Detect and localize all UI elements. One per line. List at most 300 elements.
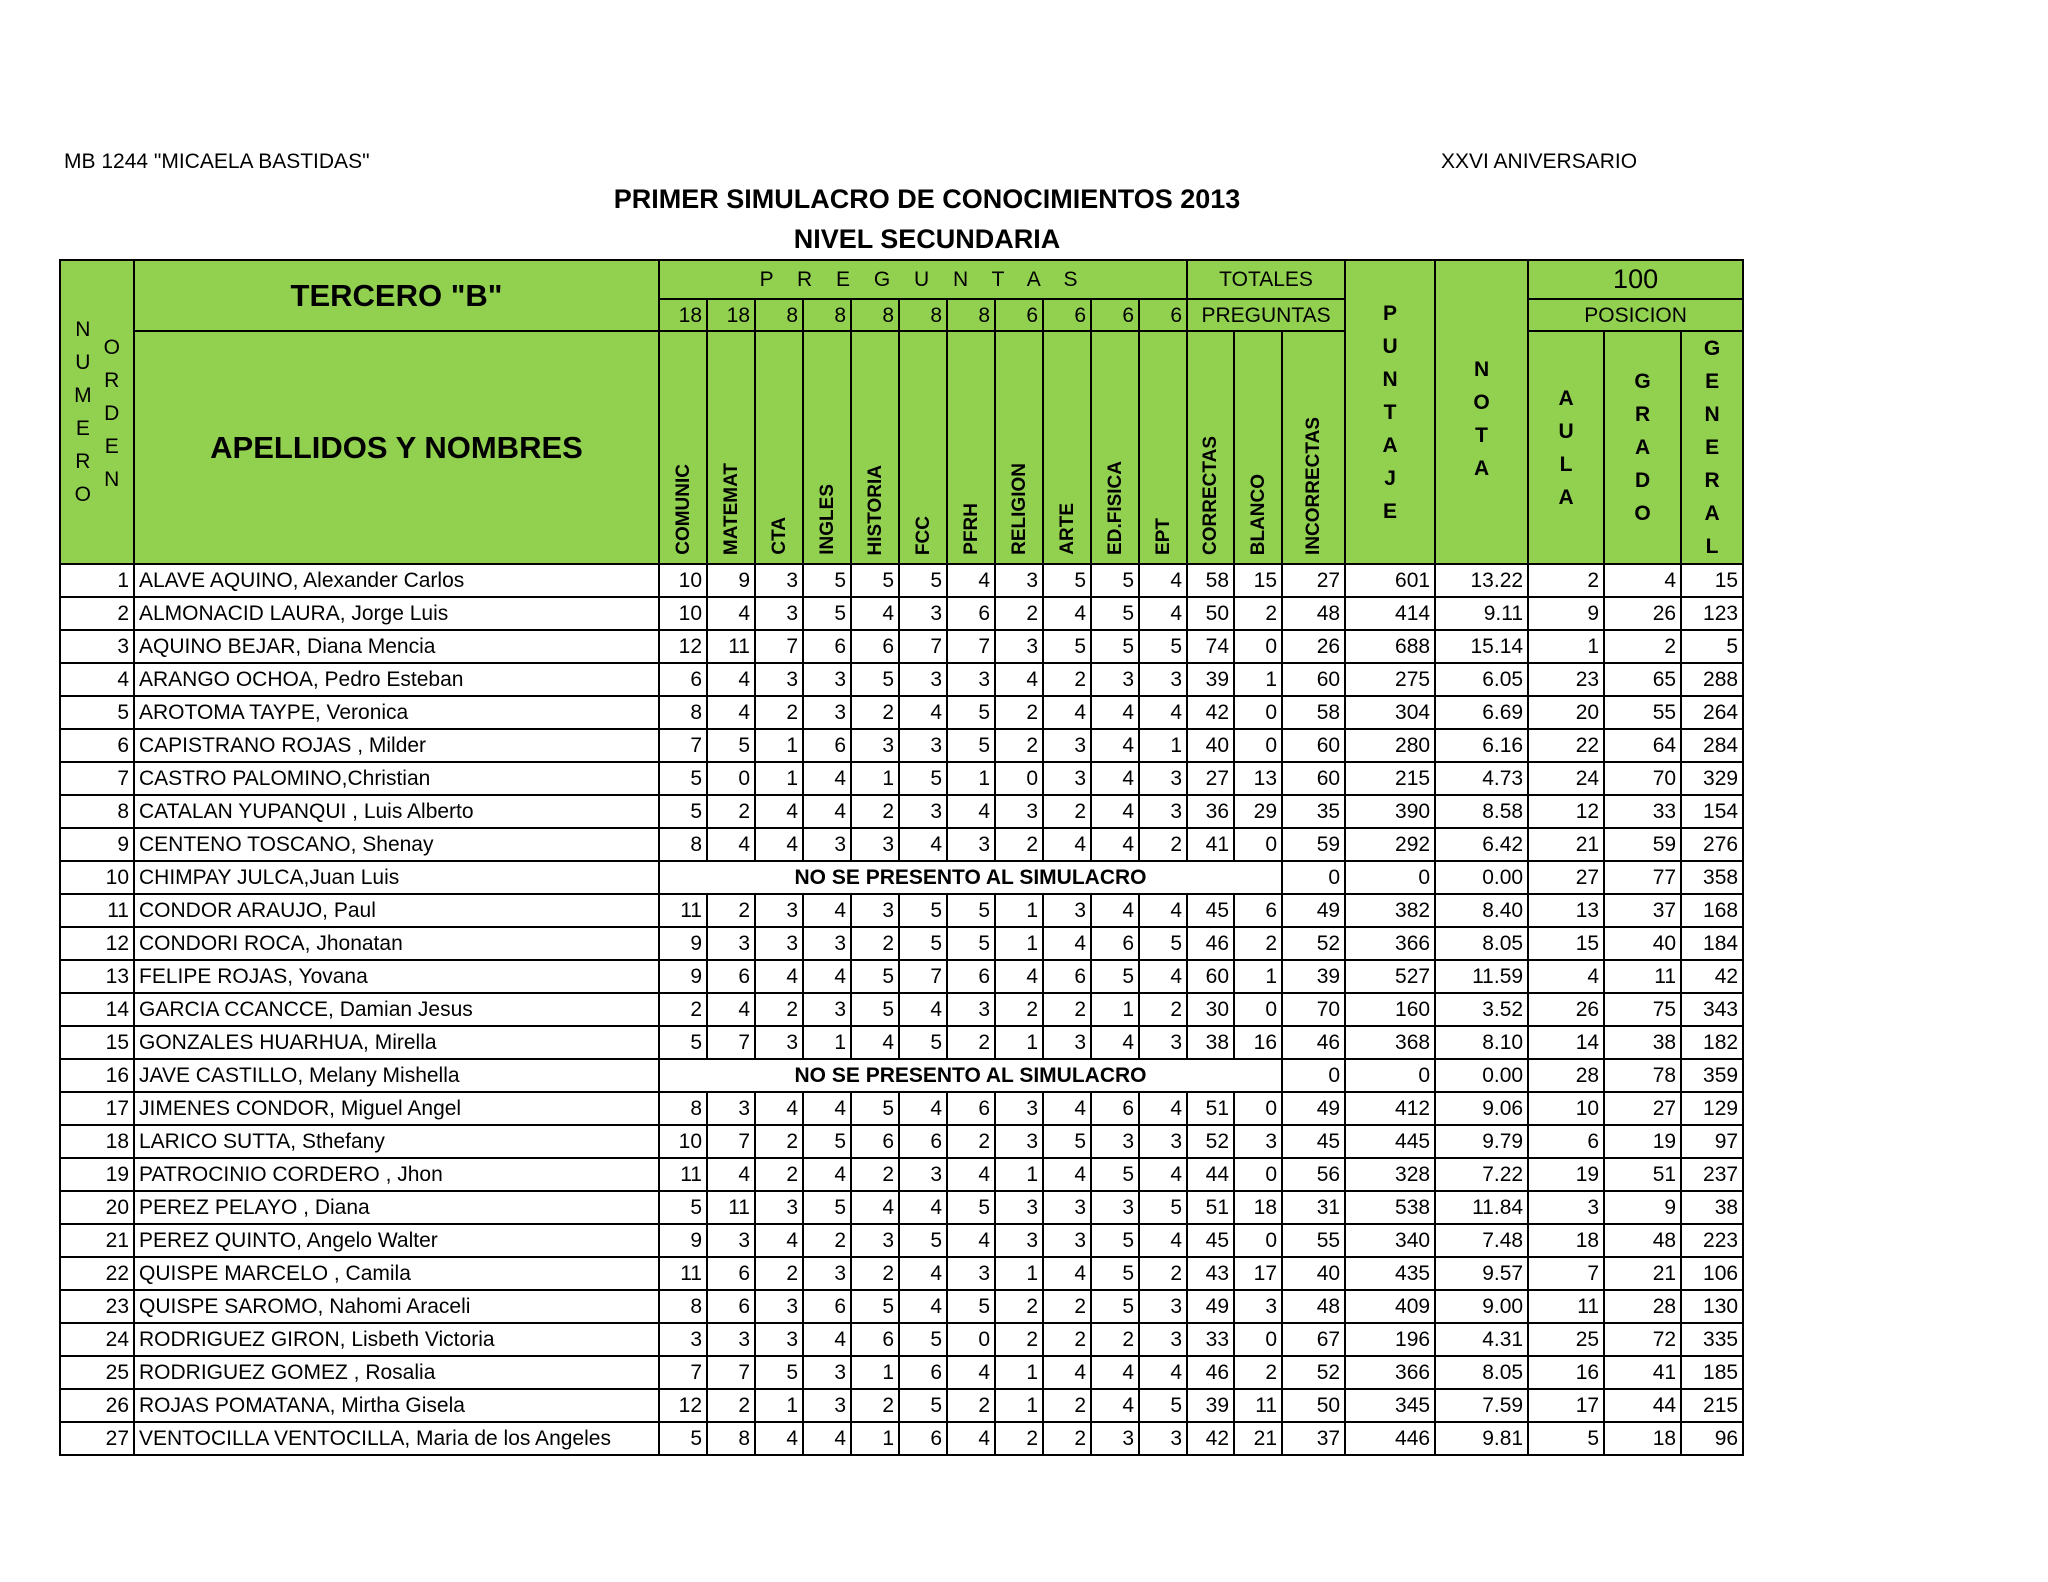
subject-score: 3 [1091, 663, 1139, 696]
subject-score: 5 [947, 729, 995, 762]
subject-score: 3 [851, 729, 899, 762]
subject-score: 5 [1139, 630, 1187, 663]
nota-value: 6.69 [1435, 696, 1528, 729]
subject-score: 5 [1139, 1191, 1187, 1224]
correct-count: 33 [1187, 1323, 1234, 1356]
puntaje-value: 340 [1345, 1224, 1435, 1257]
subject-score: 4 [755, 960, 803, 993]
incorrect-count: 60 [1282, 663, 1345, 696]
blank-count: 11 [1234, 1389, 1282, 1422]
subject-score: 1 [1139, 729, 1187, 762]
row-number: 10 [60, 861, 134, 894]
row-number: 19 [60, 1158, 134, 1191]
subject-score: 2 [755, 1125, 803, 1158]
blank-count: 21 [1234, 1422, 1282, 1455]
correct-count: 30 [1187, 993, 1234, 1026]
subject-score: 5 [1139, 1389, 1187, 1422]
table-row [60, 1323, 1743, 1356]
subject-score: 4 [1043, 1092, 1091, 1125]
table-row [60, 1224, 1743, 1257]
puntaje-value: 601 [1345, 564, 1435, 597]
subject-score: 5 [707, 729, 755, 762]
grado-rank: 4 [1604, 564, 1681, 597]
subject-score: 5 [1091, 1290, 1139, 1323]
subject-score: 3 [995, 1224, 1043, 1257]
subject-header [1091, 331, 1139, 564]
document-title: PRIMER SIMULACRO DE CONOCIMIENTOS 2013 [613, 184, 1241, 214]
blank-count: 0 [1234, 828, 1282, 861]
subject-score: 11 [707, 630, 755, 663]
question-count: 6 [1091, 299, 1139, 331]
general-rank: 223 [1681, 1224, 1743, 1257]
subject-score: 5 [851, 564, 899, 597]
subject-score: 4 [899, 1092, 947, 1125]
subject-score: 2 [1043, 663, 1091, 696]
header-letter: N [75, 318, 91, 341]
nota-value: 4.31 [1435, 1323, 1528, 1356]
subject-score: 3 [1139, 663, 1187, 696]
row-number: 16 [60, 1059, 134, 1092]
subject-score: 6 [803, 630, 851, 663]
question-count: 6 [1139, 299, 1187, 331]
question-count: 8 [803, 299, 851, 331]
correct-count: 42 [1187, 1422, 1234, 1455]
subject-score: 3 [851, 828, 899, 861]
subject-score: 4 [755, 795, 803, 828]
aula-rank: 25 [1528, 1323, 1604, 1356]
subject-score: 3 [1043, 894, 1091, 927]
student-name: CENTENO TOSCANO, Shenay [134, 828, 659, 861]
header-letter: A [1382, 433, 1398, 457]
subject-score: 5 [899, 894, 947, 927]
subject-score: 8 [659, 828, 707, 861]
subject-score: 4 [707, 993, 755, 1026]
subject-score: 3 [947, 828, 995, 861]
header-letter: D [104, 402, 120, 425]
puntaje-value: 0 [1345, 1059, 1435, 1092]
subject-score: 2 [995, 696, 1043, 729]
student-name: PEREZ PELAYO , Diana [134, 1191, 659, 1224]
grado-rank: 70 [1604, 762, 1681, 795]
incorrect-count: 60 [1282, 729, 1345, 762]
subject-score: 1 [995, 1356, 1043, 1389]
question-count: 8 [851, 299, 899, 331]
puntaje-value: 280 [1345, 729, 1435, 762]
subject-score: 3 [1139, 1125, 1187, 1158]
subject-score: 1 [947, 762, 995, 795]
subject-score: 10 [659, 597, 707, 630]
row-number: 4 [60, 663, 134, 696]
nota-value: 8.10 [1435, 1026, 1528, 1059]
subject-score: 6 [707, 960, 755, 993]
subject-score: 6 [899, 1356, 947, 1389]
puntaje-value: 538 [1345, 1191, 1435, 1224]
student-name: GONZALES HUARHUA, Mirella [134, 1026, 659, 1059]
subject-score: 5 [1091, 564, 1139, 597]
subject-score: 2 [995, 993, 1043, 1026]
subject-score: 12 [659, 630, 707, 663]
puntaje-value: 196 [1345, 1323, 1435, 1356]
puntaje-value: 446 [1345, 1422, 1435, 1455]
puntaje-value: 345 [1345, 1389, 1435, 1422]
header-letter: E [1383, 499, 1398, 523]
nota-value: 15.14 [1435, 630, 1528, 663]
subject-score: 11 [707, 1191, 755, 1224]
correct-count: 50 [1187, 597, 1234, 630]
subject-score: 7 [947, 630, 995, 663]
general-rank: 185 [1681, 1356, 1743, 1389]
incorrect-count: 67 [1282, 1323, 1345, 1356]
correct-count: 39 [1187, 663, 1234, 696]
subject-score: 2 [995, 1323, 1043, 1356]
subject-score: 1 [803, 1026, 851, 1059]
blank-count: 18 [1234, 1191, 1282, 1224]
row-number: 1 [60, 564, 134, 597]
puntaje-value: 412 [1345, 1092, 1435, 1125]
subject-score: 2 [1139, 993, 1187, 1026]
header-letter: U [1558, 419, 1574, 443]
subject-score: 3 [995, 564, 1043, 597]
subject-score: 6 [899, 1125, 947, 1158]
subject-score: 4 [1091, 795, 1139, 828]
subject-score: 5 [947, 696, 995, 729]
aula-rank: 27 [1528, 861, 1604, 894]
subject-score: 8 [659, 696, 707, 729]
subject-score: 5 [947, 927, 995, 960]
subject-score: 2 [851, 1257, 899, 1290]
subject-score: 9 [659, 927, 707, 960]
subject-score: 4 [707, 597, 755, 630]
subject-score: 4 [1139, 564, 1187, 597]
incorrect-count: 49 [1282, 1092, 1345, 1125]
header-letter: A [1558, 485, 1574, 509]
aula-rank: 14 [1528, 1026, 1604, 1059]
subject-score: 8 [659, 1092, 707, 1125]
subject-score: 3 [851, 894, 899, 927]
blank-count: 2 [1234, 1356, 1282, 1389]
subject-score: 5 [803, 564, 851, 597]
grado-rank: 19 [1604, 1125, 1681, 1158]
subject-label: ARTE [1056, 503, 1078, 555]
puntaje-value: 390 [1345, 795, 1435, 828]
row-number: 24 [60, 1323, 134, 1356]
aula-rank: 16 [1528, 1356, 1604, 1389]
subject-score: 12 [659, 1389, 707, 1422]
subject-score: 4 [899, 1290, 947, 1323]
grado-header [1604, 331, 1681, 564]
table-row [60, 1026, 1743, 1059]
subject-score: 5 [899, 1323, 947, 1356]
subject-score: 4 [1139, 1224, 1187, 1257]
subject-label: FCC [912, 515, 934, 555]
general-rank: 264 [1681, 696, 1743, 729]
header-letter: N [1704, 403, 1720, 426]
subject-score: 1 [851, 762, 899, 795]
blank-count: 29 [1234, 795, 1282, 828]
table-row [60, 729, 1743, 762]
subject-score: 5 [659, 1191, 707, 1224]
table-row [60, 927, 1743, 960]
subject-score: 11 [659, 1257, 707, 1290]
header-letter: E [1705, 436, 1720, 459]
student-name: ALMONACID LAURA, Jorge Luis [134, 597, 659, 630]
subject-score: 5 [947, 1290, 995, 1323]
incorrect-count: 45 [1282, 1125, 1345, 1158]
subject-score: 4 [755, 828, 803, 861]
subject-score: 4 [851, 1191, 899, 1224]
header-letter: R [1704, 469, 1720, 492]
subject-label: PFRH [960, 503, 982, 555]
subject-score: 2 [1091, 1323, 1139, 1356]
general-header [1681, 331, 1743, 564]
header-letter: A [1634, 436, 1651, 459]
subject-score: 6 [899, 1422, 947, 1455]
correct-count: 58 [1187, 564, 1234, 597]
aula-rank: 23 [1528, 663, 1604, 696]
general-rank: 154 [1681, 795, 1743, 828]
blank-count: 3 [1234, 1290, 1282, 1323]
incorrect-count: 31 [1282, 1191, 1345, 1224]
header-letter: E [104, 435, 119, 458]
subject-score: 2 [803, 1224, 851, 1257]
totals-col-header [1187, 331, 1234, 564]
row-number: 20 [60, 1191, 134, 1224]
subject-score: 2 [707, 894, 755, 927]
subject-score: 3 [1043, 1026, 1091, 1059]
general-rank: 123 [1681, 597, 1743, 630]
subject-score: 7 [659, 729, 707, 762]
subject-score: 4 [1139, 1356, 1187, 1389]
subject-score: 2 [707, 1389, 755, 1422]
subject-score: 7 [707, 1026, 755, 1059]
blank-count: 2 [1234, 597, 1282, 630]
subject-score: 5 [659, 1422, 707, 1455]
student-name: LARICO SUTTA, Sthefany [134, 1125, 659, 1158]
subject-score: 6 [1043, 960, 1091, 993]
subject-score: 5 [659, 795, 707, 828]
row-number: 18 [60, 1125, 134, 1158]
correct-count: 49 [1187, 1290, 1234, 1323]
subject-score: 4 [1091, 828, 1139, 861]
subject-score: 2 [1043, 993, 1091, 1026]
header-letter: U [1382, 334, 1398, 358]
subject-score: 11 [659, 1158, 707, 1191]
nota-value: 8.40 [1435, 894, 1528, 927]
subject-score: 3 [803, 1257, 851, 1290]
subject-score: 4 [803, 1422, 851, 1455]
subject-score: 3 [1139, 1026, 1187, 1059]
header-letter: D [1634, 469, 1651, 492]
header-letter: A [1473, 457, 1490, 480]
row-number: 25 [60, 1356, 134, 1389]
aula-rank: 26 [1528, 993, 1604, 1026]
subject-score: 1 [755, 762, 803, 795]
subject-score: 7 [899, 960, 947, 993]
row-number: 11 [60, 894, 134, 927]
subject-score: 4 [1091, 1389, 1139, 1422]
incorrect-count: 48 [1282, 1290, 1345, 1323]
subject-label: HISTORIA [864, 464, 886, 555]
row-number: 17 [60, 1092, 134, 1125]
incorrect-count: 59 [1282, 828, 1345, 861]
nota-letters [1440, 333, 1523, 491]
subject-score: 10 [659, 564, 707, 597]
nota-value: 7.59 [1435, 1389, 1528, 1422]
subject-header [659, 331, 707, 564]
question-count: 18 [707, 299, 755, 331]
subject-score: 4 [1091, 1356, 1139, 1389]
table-row [60, 1257, 1743, 1290]
subject-score: 7 [707, 1125, 755, 1158]
subject-score: 5 [851, 1092, 899, 1125]
subject-score: 3 [803, 993, 851, 1026]
subject-score: 2 [1043, 1422, 1091, 1455]
subject-score: 3 [1139, 1290, 1187, 1323]
subject-score: 3 [755, 894, 803, 927]
subject-score: 4 [899, 828, 947, 861]
section-title: TERCERO "B" [134, 260, 659, 331]
subject-score: 4 [947, 1422, 995, 1455]
subject-score: 4 [1043, 597, 1091, 630]
subject-label: INGLES [816, 484, 838, 555]
subject-score: 2 [851, 1389, 899, 1422]
grado-rank: 75 [1604, 993, 1681, 1026]
aula-rank: 24 [1528, 762, 1604, 795]
general-rank: 276 [1681, 828, 1743, 861]
subject-score: 5 [899, 1389, 947, 1422]
subject-score: 4 [1043, 1257, 1091, 1290]
subject-score: 8 [707, 1422, 755, 1455]
grado-rank: 9 [1604, 1191, 1681, 1224]
totales-header: TOTALES [1187, 260, 1345, 299]
subject-score: 6 [659, 663, 707, 696]
blank-count: 0 [1234, 993, 1282, 1026]
correct-count: 51 [1187, 1092, 1234, 1125]
correct-count: 38 [1187, 1026, 1234, 1059]
subject-score: 4 [755, 1092, 803, 1125]
subject-score: 3 [899, 597, 947, 630]
subject-score: 4 [1139, 894, 1187, 927]
subject-score: 2 [851, 696, 899, 729]
subject-score: 4 [851, 597, 899, 630]
subject-header [947, 331, 995, 564]
orden-letters [104, 331, 120, 511]
nota-value: 0.00 [1435, 861, 1528, 894]
general-rank: 215 [1681, 1389, 1743, 1422]
subject-score: 3 [947, 993, 995, 1026]
subject-score: 4 [947, 795, 995, 828]
question-count: 8 [947, 299, 995, 331]
row-number: 5 [60, 696, 134, 729]
row-number: 9 [60, 828, 134, 861]
subject-score: 3 [1139, 1323, 1187, 1356]
blank-count: 13 [1234, 762, 1282, 795]
subject-score: 4 [755, 1422, 803, 1455]
row-number: 7 [60, 762, 134, 795]
aula-rank: 21 [1528, 828, 1604, 861]
aula-rank: 9 [1528, 597, 1604, 630]
subject-score: 2 [995, 828, 1043, 861]
header-letter: T [1475, 424, 1488, 447]
subject-score: 3 [803, 1356, 851, 1389]
blank-count: 15 [1234, 564, 1282, 597]
subject-score: 3 [803, 696, 851, 729]
header-letter: L [1559, 452, 1573, 476]
subject-score: 1 [995, 894, 1043, 927]
row-number: 23 [60, 1290, 134, 1323]
subject-score: 3 [899, 729, 947, 762]
general-rank: 335 [1681, 1323, 1743, 1356]
aula-rank: 28 [1528, 1059, 1604, 1092]
subject-score: 4 [1139, 1092, 1187, 1125]
subject-header [707, 331, 755, 564]
nota-value: 9.06 [1435, 1092, 1528, 1125]
subject-score: 6 [803, 729, 851, 762]
subject-score: 5 [1091, 960, 1139, 993]
subject-score: 2 [1139, 828, 1187, 861]
grado-rank: 21 [1604, 1257, 1681, 1290]
subject-score: 5 [755, 1356, 803, 1389]
subject-score: 4 [1091, 762, 1139, 795]
nota-value: 7.22 [1435, 1158, 1528, 1191]
subject-score: 3 [707, 1092, 755, 1125]
subject-score: 4 [707, 663, 755, 696]
row-number: 26 [60, 1389, 134, 1422]
table-row [60, 564, 1743, 597]
subject-score: 4 [1139, 960, 1187, 993]
subject-score: 3 [899, 663, 947, 696]
subject-score: 5 [1043, 564, 1091, 597]
subject-score: 1 [1091, 993, 1139, 1026]
aula-rank: 18 [1528, 1224, 1604, 1257]
subject-score: 4 [1139, 696, 1187, 729]
subject-score: 10 [659, 1125, 707, 1158]
subject-score: 8 [659, 1290, 707, 1323]
absent-notice: NO SE PRESENTO AL SIMULACRO [659, 1059, 1282, 1092]
table-row [60, 993, 1743, 1026]
subject-score: 3 [899, 795, 947, 828]
subject-score: 1 [755, 1389, 803, 1422]
aula-letters [1533, 382, 1599, 514]
table-row [60, 894, 1743, 927]
subject-score: 2 [707, 795, 755, 828]
student-name: ARANGO OCHOA, Pedro Esteban [134, 663, 659, 696]
subject-score: 3 [803, 927, 851, 960]
totals-col-label: INCORRECTAS [1303, 417, 1325, 555]
subject-label: MATEMAT [720, 462, 742, 555]
subject-score: 2 [1043, 1323, 1091, 1356]
posicion-header: POSICION [1528, 299, 1743, 331]
subject-score: 5 [899, 1026, 947, 1059]
subject-score: 5 [851, 993, 899, 1026]
subject-score: 2 [755, 1257, 803, 1290]
student-name: CASTRO PALOMINO,Christian [134, 762, 659, 795]
grado-rank: 38 [1604, 1026, 1681, 1059]
totals-col-label: BLANCO [1247, 473, 1269, 555]
subject-score: 4 [803, 894, 851, 927]
results-table [59, 259, 1744, 1456]
subject-score: 6 [851, 630, 899, 663]
puntaje-value: 304 [1345, 696, 1435, 729]
blank-count: 0 [1234, 1092, 1282, 1125]
row-number: 12 [60, 927, 134, 960]
subject-score: 4 [947, 1356, 995, 1389]
general-rank: 106 [1681, 1257, 1743, 1290]
subject-score: 3 [995, 1092, 1043, 1125]
question-count: 6 [1043, 299, 1091, 331]
incorrect-count: 55 [1282, 1224, 1345, 1257]
incorrect-count: 35 [1282, 795, 1345, 828]
